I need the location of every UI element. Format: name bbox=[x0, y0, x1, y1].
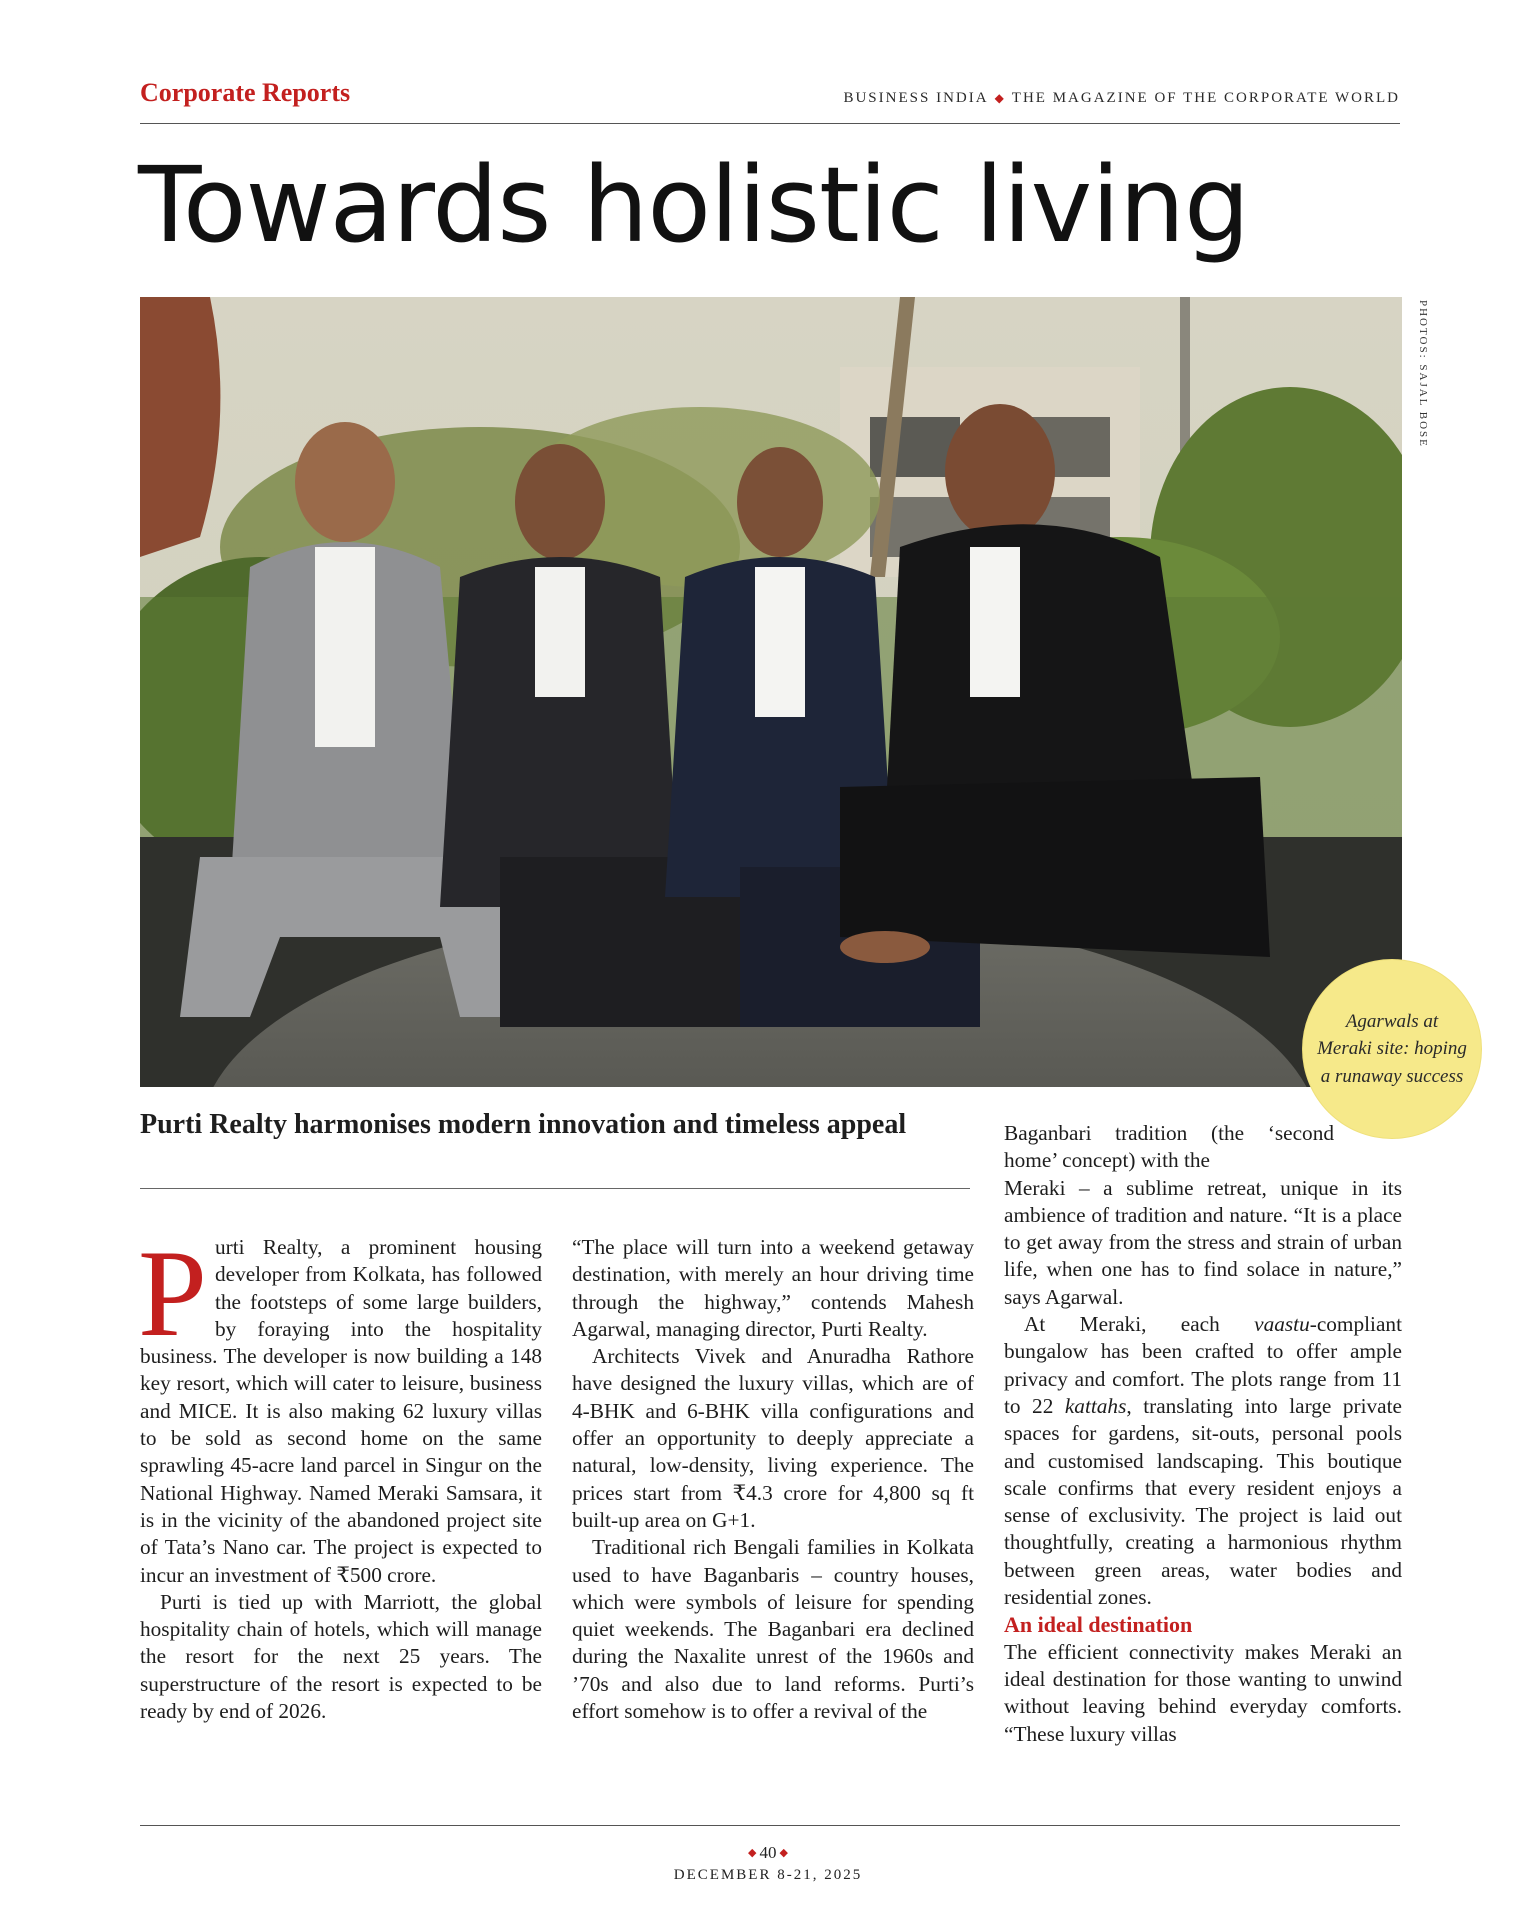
diamond-icon: ◆ bbox=[994, 91, 1006, 105]
footer-divider bbox=[140, 1825, 1400, 1826]
term-kattahs: kattahs bbox=[1064, 1393, 1127, 1418]
photo-credit: PHOTOS: SAJAL BOSE bbox=[1417, 300, 1429, 448]
masthead-publication: BUSINESS INDIA bbox=[843, 90, 989, 106]
paragraph-3: “The place will turn into a weekend getaway destination, with merely an hour driving time through the highway,” contends Mahesh Agarwal, managing director, Purti Realty. bbox=[572, 1235, 974, 1341]
paragraph-7-mid: -compliant bungalow has been crafted to offer ample privacy and comfort. The plots range from 11 to 22 bbox=[1004, 1312, 1402, 1418]
paragraph-4: Architects Vivek and Anuradha Rathore have designed the luxury villas, which are of 4-BHK and 6-BHK villa configurations and offer an opportunity to deeply appreciate a natural, low-density, living experience. The prices start from ₹4.3 crore for 4,800 sq ft built-up area on G+1. bbox=[572, 1344, 974, 1532]
header-divider bbox=[140, 123, 1400, 124]
subheading: An ideal destination bbox=[1004, 1612, 1193, 1638]
article-column-2 bbox=[572, 1234, 974, 1725]
paragraph-1 bbox=[138, 1225, 542, 1589]
paragraph-8: The efficient connectivity makes Meraki an ideal destination for those wanting to unwind without leaving behind everyday comforts. “These luxury villas bbox=[1004, 1639, 1402, 1746]
masthead bbox=[843, 90, 1400, 107]
masthead-tagline: THE MAGAZINE OF THE CORPORATE WORLD bbox=[1011, 90, 1400, 106]
photo-caption-badge bbox=[1303, 960, 1481, 1138]
drop-cap: P bbox=[138, 1225, 207, 1362]
page-number-value: 40 bbox=[759, 1843, 777, 1862]
page-number bbox=[0, 1843, 1536, 1863]
paragraph-5: Traditional rich Bengali families in Kolkata used to have Baganbaris – country houses, which were symbols of leisure for spending quiet weekends. The Baganbari era declined during the Naxalite unrest of the 1960s and ’70s and also due to land reforms. Purti’s effort somehow is to offer a revival of the bbox=[572, 1535, 974, 1724]
term-vaastu: vaastu bbox=[1254, 1312, 1310, 1337]
article-column-3 bbox=[1004, 1120, 1402, 1748]
diamond-icon: ◆ bbox=[779, 1847, 788, 1859]
article-photo bbox=[140, 297, 1402, 1087]
article-headline: Towards holistic living bbox=[138, 144, 1250, 266]
paragraph-6: Meraki – a sublime retreat, unique in its ambience of tradition and nature. “It is a place to get away from the stress and strain of urban life, when one has to find solace in nature,” says Agarwal. bbox=[1004, 1175, 1402, 1309]
paragraph-7-end: , translating into large private spaces for gardens, sit-outs, personal pools and customised landscaping. This boutique scale confirms that every resident enjoys a sense of exclusivity. The project is laid out thoughtfully, creating a harmonious rhythm between green areas, water bodies and residential zones. bbox=[1004, 1393, 1402, 1610]
section-label: Corporate Reports bbox=[140, 78, 351, 107]
issue-date: DECEMBER 8-21, 2025 bbox=[673, 1867, 863, 1883]
paragraph-7 bbox=[1004, 1311, 1402, 1611]
paragraph-6-intro: Baganbari tradition (the ‘second home’ concept) with the bbox=[1004, 1121, 1334, 1173]
article-deck: Purti Realty harmonises modern innovation and timeless appeal bbox=[140, 1109, 907, 1140]
deck-divider bbox=[140, 1188, 970, 1189]
paragraph-1-text: urti Realty, a prominent housing developer from Kolkata, has followed the footsteps of some large builders, by foraying into the hospitality business. The developer is now building a 148 key resort, which will cater to leisure, business and MICE. It is also making 62 luxury villas to be sold as second home on the same sprawling 45-acre land parcel in Singur on the National Highway. Named Meraki Samsara, it is in the vicinity of the abandoned project site of Tata’s Nano car. The project is expected to incur an investment of ₹500 crore. bbox=[140, 1235, 542, 1587]
paragraph-2: Purti is tied up with Marriott, the global hospitality chain of hotels, which will manage the resort for the next 25 years. The superstructure of the resort is expected to be ready by end of 2026. bbox=[140, 1589, 542, 1724]
diamond-icon: ◆ bbox=[748, 1847, 757, 1859]
article-column-1 bbox=[138, 1225, 542, 1725]
photo-caption: Agarwals at Meraki site: hoping a runaway success bbox=[1317, 1010, 1467, 1087]
paragraph-7-start: At Meraki, each bbox=[1024, 1312, 1255, 1337]
